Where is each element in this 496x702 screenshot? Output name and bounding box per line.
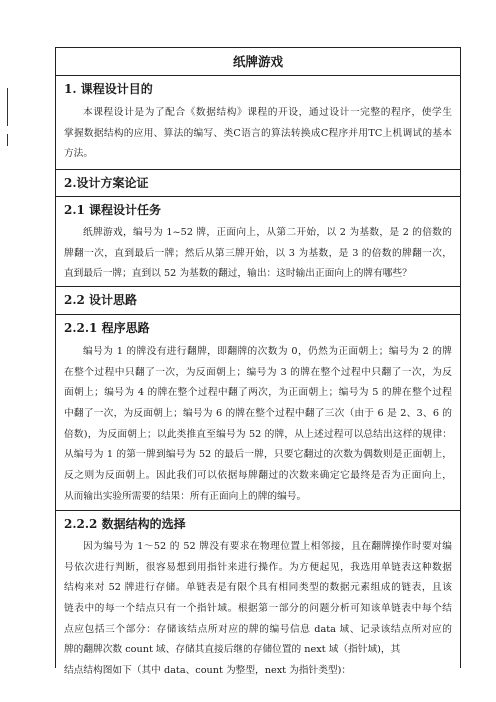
- section-2-1-line: 纸牌游戏，编号为 1~52 牌，正面向上，从第二开始，以 2 为基数，是 2 的倍数的: [83, 227, 452, 238]
- section-2-1-body: [64, 223, 452, 285]
- section-1-line: 方法。: [64, 148, 94, 160]
- section-1-line: 掌握数据结构的应用、算法的编写、类C语言的算法转换成C程序并用TC上机调试的基本: [64, 127, 452, 139]
- section-1-line: 本课程设计是为了配合《数据结构》课程的开设，通过设计一完整的程序，使学生: [83, 107, 452, 118]
- section-2-2-2-line: 因为编号为 1～52 的 52 牌没有要求在物理位置上相邻接，且在翻牌操作时要对编: [83, 541, 452, 552]
- section-2-2-2-heading: 2.2.2 数据结构的选择: [64, 517, 186, 531]
- section-2-2-2-line: 结构来对 52 牌进行存储。单链表是有限个具有相同类型的数据元素组成的链表，且该: [64, 582, 452, 594]
- section-2-2-2-line: 结点结构图如下（其中 data、count 为整型，next 为指针类型)：: [64, 665, 352, 677]
- section-2-2-1-line: 在整个过程中只翻了一次，为反面朝上；编号为 3 的牌在整个过程中只翻了一次，为反: [64, 366, 452, 378]
- section-1-heading: 1. 课程设计目的: [64, 82, 153, 96]
- document-frame: [55, 47, 461, 677]
- section-2-2-2-line: 号依次进行判断，很容易想到用指针来进行操作。为方便起见，我选用单链表这种数据: [64, 561, 452, 573]
- section-2-1-line: 牌翻一次，直到最后一牌；然后从第三牌开始，以 3 为基数，是 3 的倍数的牌翻一次，: [64, 247, 452, 259]
- margin-mark-1: [7, 88, 8, 126]
- section-2-2-1-line: 从而输出实验所需要的结果：所有正面向上的牌的编号。: [64, 490, 307, 502]
- section-2-2-2-line: 牌的翻牌次数 count 域、存储其直接后继的存储位置的 next 域（指针域)，其: [64, 644, 401, 656]
- section-divider: [56, 286, 460, 287]
- section-divider: [56, 510, 460, 511]
- section-2-2-2-line: 链表中的每一个结点只有一个指针域。根据第一部分的问题分析可知该单链表中每个结: [64, 603, 452, 615]
- section-2-2-1-heading: 2.2.1 程序思路: [64, 321, 150, 335]
- section-2-2-1-line: 反之则为反面朝上。因此我们可以依据每牌翻过的次数来确定它最终是否为正面向上，: [64, 470, 452, 482]
- section-divider: [56, 314, 460, 315]
- section-2-heading: 2.设计方案论证: [64, 176, 149, 190]
- section-2-1-heading: 2.1 课程设计任务: [64, 203, 162, 217]
- section-2-1-line: 直到最后一牌；直到以 52 为基数的翻过，输出：这时输出正面向上的牌有哪些？: [64, 268, 412, 280]
- section-2-2-2-line: 点应包括三个部分：存储该结点所对应的牌的编号信息 data 域、记录该结点所对应的: [64, 623, 452, 635]
- section-2-2-1-line: 面朝上；编号为 4 的牌在整个过程中翻了两次，为正面朝上；编号为 5 的牌在整个过程: [64, 387, 452, 399]
- section-divider: [56, 196, 460, 197]
- section-2-2-1-line: 倍数)，为反面朝上；以此类推直至编号为 52 的牌，从上述过程可以总结出这样的规律：: [64, 428, 452, 440]
- section-2-2-1-body: [64, 342, 452, 508]
- margin-mark-2: [7, 134, 8, 146]
- section-divider: [56, 169, 460, 170]
- section-2-2-1-line: 中翻了一次，为反面朝上；编号为 6 的牌在整个过程中翻了三次（由于 6 是 2、3、6 的: [64, 408, 452, 420]
- section-2-2-2-body: [64, 537, 452, 682]
- section-2-2-heading: 2.2 设计思路: [64, 293, 138, 307]
- section-1-body: [64, 103, 452, 165]
- document-title: 纸牌游戏: [56, 48, 460, 76]
- section-2-2-1-line: 编号为 1 的牌没有进行翻牌，即翻牌的次数为 0，仍然为正面朝上；编号为 2 的牌: [83, 346, 452, 357]
- section-2-2-1-line: 从编号为 1 的第一牌到编号为 52 的最后一牌，只要它翻过的次数为偶数则是正面朝上，: [64, 449, 452, 461]
